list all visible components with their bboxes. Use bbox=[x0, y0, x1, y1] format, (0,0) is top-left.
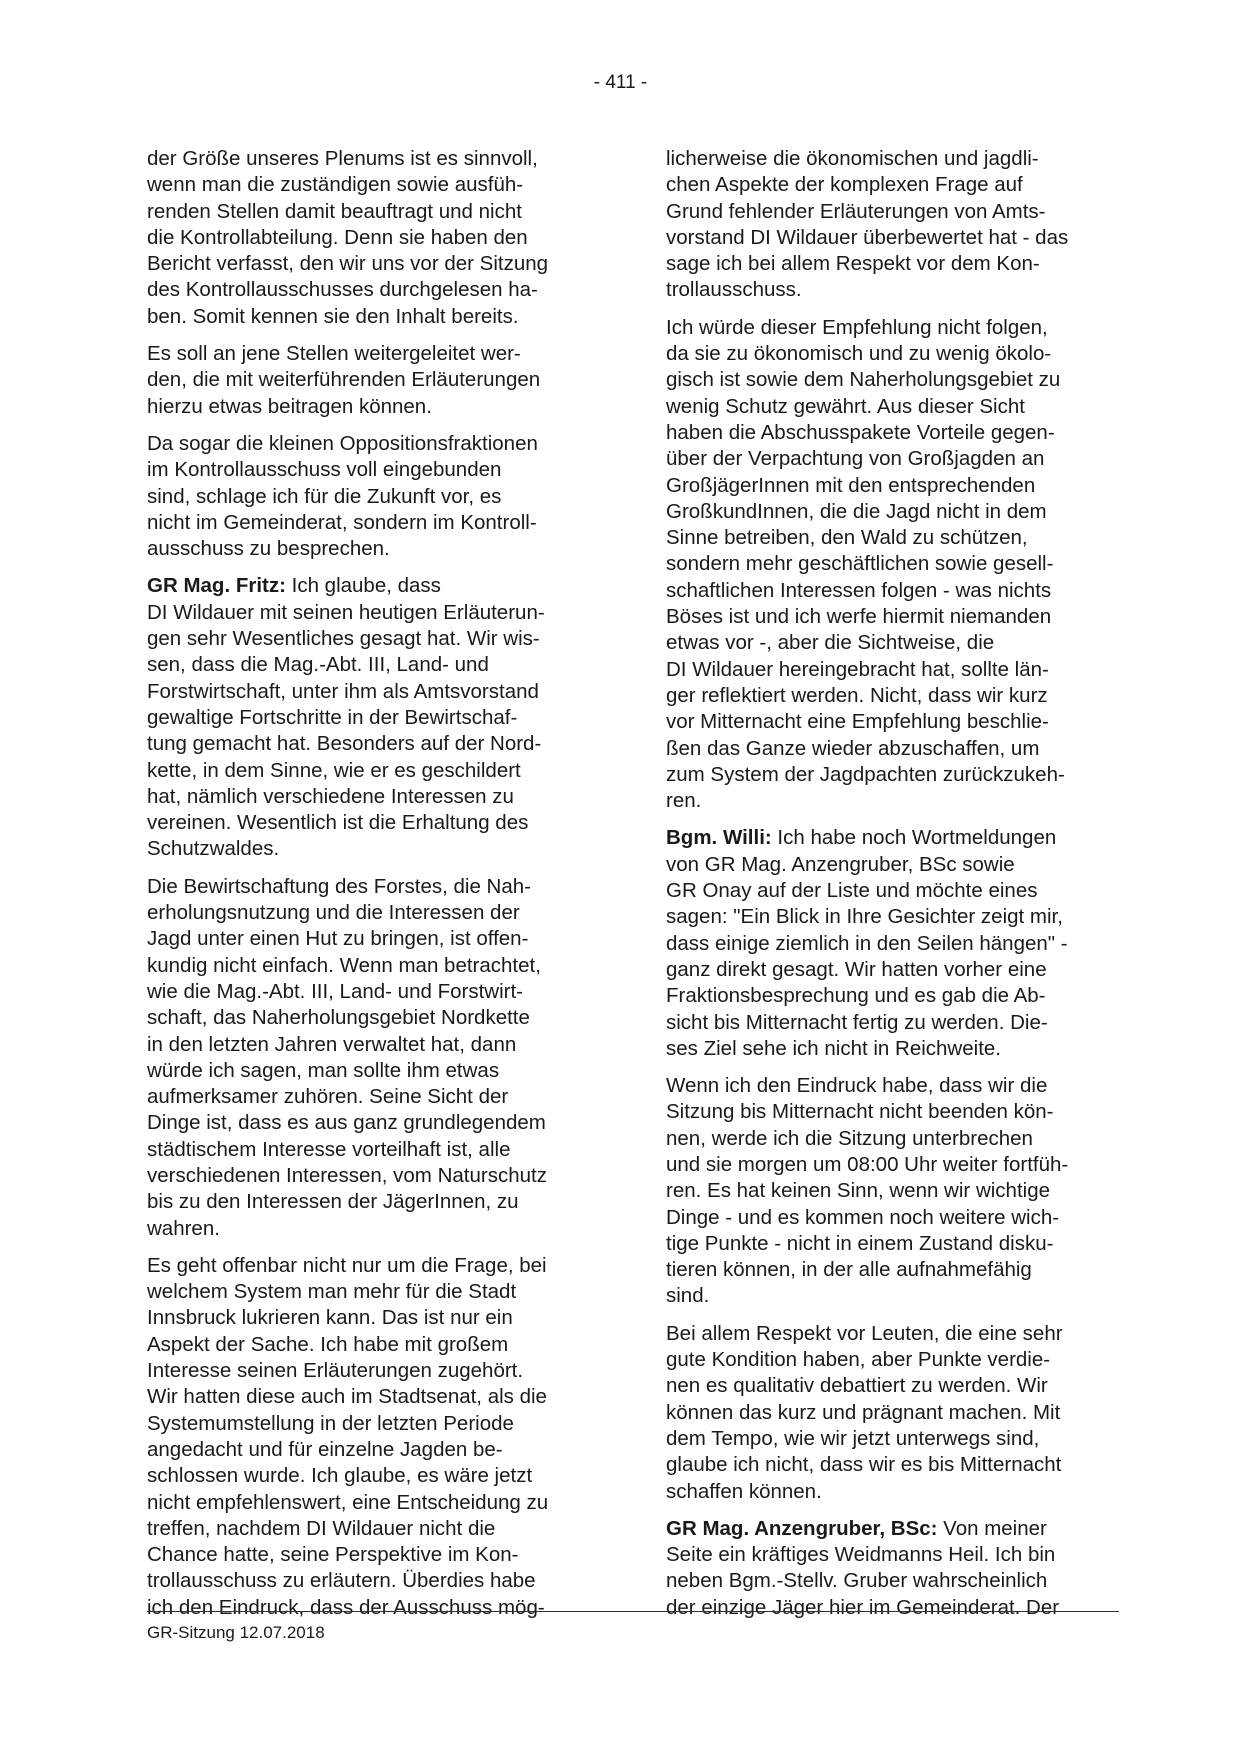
speech-text: Ich glaube, dass DI Wildauer mit seinen heutigen Erläuterun- gen sehr Wesentliches gesagt hat. Wir wis- sen, dass die Mag.-Abt. III, Land- und Forstwirtschaft, unter ihm als Amtsvorstand gewaltige Fortschritte in der Bewirtschaf- tung gemacht hat. Besonders auf der Nord- kette, in dem Sinne, wie er es geschildert hat, nämlich verschiedene Interessen zu vereinen. Wesentlich ist die Erhaltung des Schutzwaldes. bbox=[147, 574, 545, 861]
paragraph: Es soll an jene Stellen weitergeleitet wer- den, die mit weiterführenden Erläuterungen hierzu etwas beitragen können. bbox=[147, 342, 541, 418]
page-number: - 411 - bbox=[593, 72, 648, 93]
left-column bbox=[147, 146, 599, 1632]
speaker-name: GR Mag. Anzengruber, BSc: bbox=[666, 1516, 938, 1540]
paragraph: Da sogar die kleinen Oppositionsfraktionen im Kontrollausschuss voll eingebunden sind, schlage ich für die Zukunft vor, es nicht im Gemeinderat, sondern im Kontroll- ausschuss zu besprechen. bbox=[147, 431, 538, 561]
speaker-name: GR Mag. Fritz: bbox=[147, 574, 286, 598]
footer-session-date: GR-Sitzung 12.07.2018 bbox=[147, 1623, 325, 1642]
paragraph bbox=[147, 573, 599, 862]
paragraph: Bei allem Respekt vor Leuten, die eine sehr gute Kondition haben, aber Punkte verdie- nen es qualitativ debattiert zu werden. Wir können das kurz und prägnant machen. Mit dem Tempo, wie wir jetzt unterwegs sind, glaube ich nicht, dass wir es bis Mitternacht schaffen können. bbox=[666, 1321, 1063, 1503]
speaker-name: Bgm. Willi: bbox=[666, 826, 772, 850]
paragraph bbox=[666, 825, 1118, 1062]
footer-divider bbox=[147, 1611, 1119, 1612]
paragraph: licherweise die ökonomischen und jagdli- chen Aspekte der komplexen Frage auf Grund fehlender Erläuterungen von Amts- vorstand DI Wildauer überbewertet hat - das sage ich bei allem Respekt vor dem Kon- trollausschuss. bbox=[666, 147, 1069, 302]
paragraph: der Größe unseres Plenums ist es sinnvoll, wenn man die zuständigen sowie ausfüh- renden Stellen damit beauftragt und nicht die Kontrollabteilung. Denn sie haben den Bericht verfasst, den wir uns vor der Sitzung des Kontrollausschusses durchgelesen ha- ben. Somit kennen sie den Inhalt bereits. bbox=[147, 147, 549, 328]
speech-text: Von meiner Seite ein kräftiges Weidmanns Heil. Ich bin neben Bgm.-Stellv. Gruber wahrscheinlich der einzige Jäger hier im Gemeinderat. Der bbox=[666, 1516, 1060, 1619]
speech-text: Ich habe noch Wortmeldungen von GR Mag. Anzengruber, BSc sowie GR Onay auf der Liste und möchte eines sagen: "Ein Blick in Ihre Gesichter zeigt mir, dass einige ziemlich in den Seilen hängen" - ganz direkt gesagt. Wir hatten vorher eine Fraktionsbesprechung und es gab die Ab- sicht bis Mitternacht fertig zu werden. Die- ses Ziel sehe ich nicht in Reichweite. bbox=[666, 826, 1068, 1060]
paragraph: Die Bewirtschaftung des Forstes, die Nah- erholungsnutzung und die Interessen der Jagd unter einen Hut zu bringen, ist offen- kundig nicht einfach. Wenn man betrachtet, wie die Mag.-Abt. III, Land- und Forstwirt- schaft, das Naherholungsgebiet Nordkette in den letzten Jahren verwaltet hat, dann würde ich sagen, man sollte ihm etwas aufmerksamer zuhören. Seine Sicht der Dinge ist, dass es aus ganz grundlegendem städtischem Interesse vorteilhaft ist, alle verschiedenen Interessen, vom Naturschutz bis zu den Interessen der JägerInnen, zu wahren. bbox=[147, 874, 547, 1240]
paragraph bbox=[666, 1516, 1118, 1621]
paragraph: Wenn ich den Eindruck habe, dass wir die Sitzung bis Mitternacht nicht beenden kön- nen, werde ich die Sitzung unterbrechen und sie morgen um 08:00 Uhr weiter fortfüh- ren. Es hat keinen Sinn, wenn wir wichtige Dinge - und es kommen noch weitere wich- tige Punkte - nicht in einem Zustand disku- tieren können, in der alle aufnahmefähig sind. bbox=[666, 1074, 1069, 1308]
right-column bbox=[666, 146, 1118, 1632]
paragraph: Ich würde dieser Empfehlung nicht folgen, da sie zu ökonomisch und zu wenig ökolo- gisch ist sowie dem Naherholungsgebiet zu wenig Schutz gewährt. Aus dieser Sicht haben die Abschusspakete Vorteile gegen- über der Verpachtung von Großjagden an GroßjägerInnen mit den entsprechenden GroßkundInnen, die die Jagd nicht in dem Sinne betreiben, den Wald zu schützen, sondern mehr geschäftlichen sowie gesell- schaftlichen Interessen folgen - was nichts Böses ist und ich werfe hiermit niemanden etwas vor -, aber die Sichtweise, die DI Wildauer hereingebracht hat, sollte län- ger reflektiert werden. Nicht, dass wir kurz vor Mitternacht eine Empfehlung beschlie- ßen das Ganze wieder abzuschaffen, um zum System der Jagdpachten zurückzukeh- ren. bbox=[666, 315, 1065, 813]
paragraph: Es geht offenbar nicht nur um die Frage, bei welchem System man mehr für die Stadt Innsbruck lukrieren kann. Das ist nur ein Aspekt der Sache. Ich habe mit großem Interesse seinen Erläuterungen zugehört. Wir hatten diese auch im Stadtsenat, als die Systemumstellung in der letzten Periode angedacht und für einzelne Jagden be- schlossen wurde. Ich glaube, es wäre jetzt nicht empfehlenswert, eine Entscheidung zu treffen, nachdem DI Wildauer nicht die Chance hatte, seine Perspektive im Kon- trollausschuss zu erläutern. Überdies habe ich den Eindruck, dass der Ausschuss mög- bbox=[147, 1253, 549, 1619]
